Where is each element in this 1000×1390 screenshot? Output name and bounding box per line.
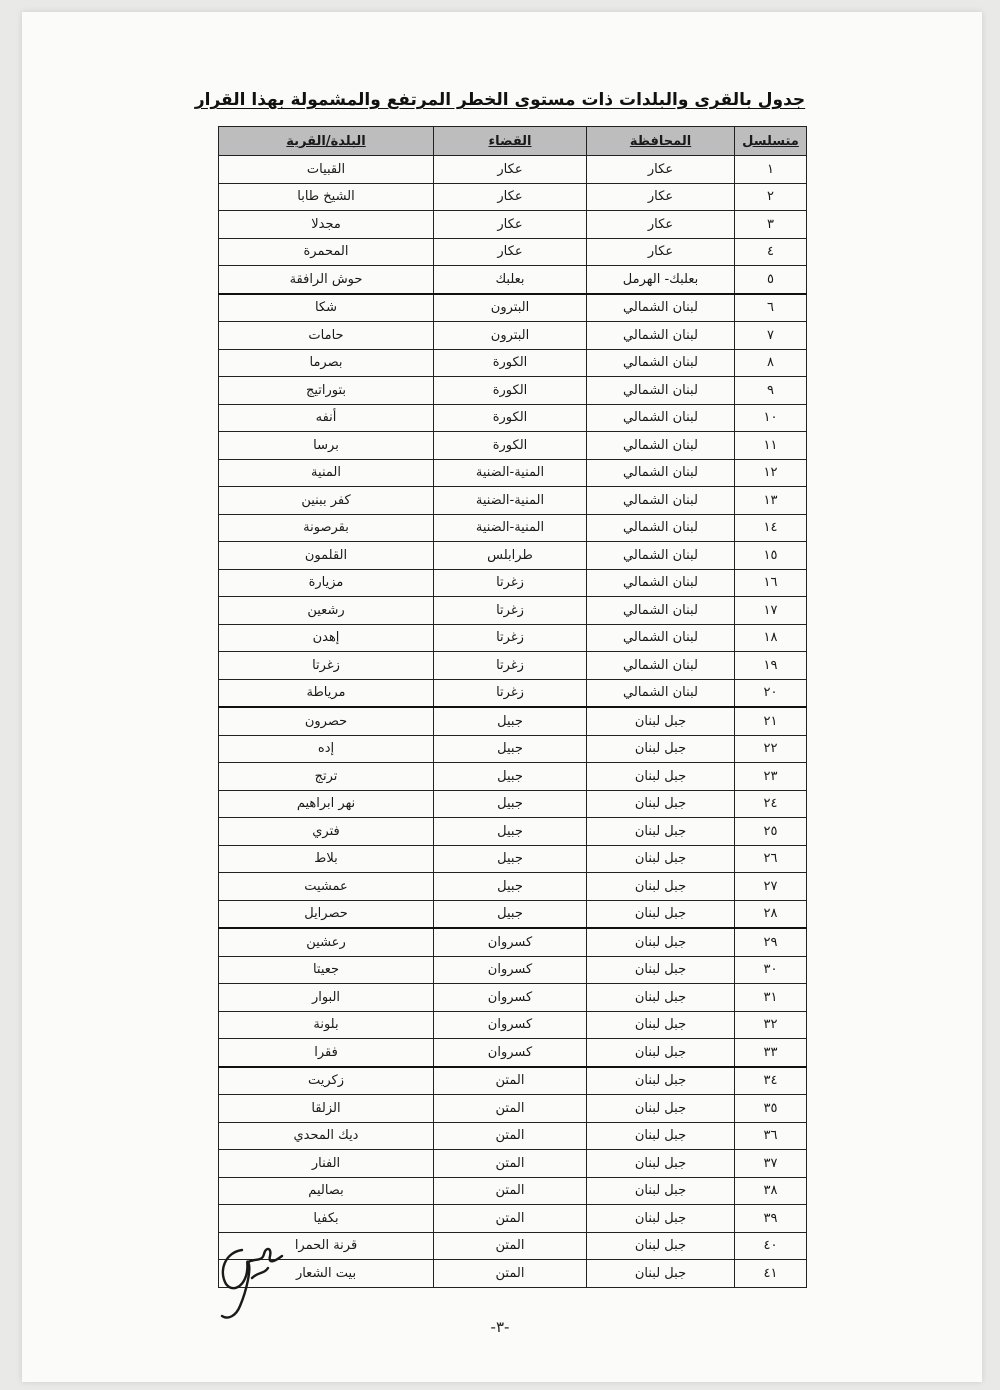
cell-town: فقرا: [219, 1039, 434, 1067]
cell-serial: ١٧: [735, 597, 807, 625]
cell-district: المتن: [434, 1232, 587, 1260]
cell-serial: ١٤: [735, 514, 807, 542]
cell-district: المتن: [434, 1260, 587, 1288]
cell-district: المتن: [434, 1122, 587, 1150]
table-row: [219, 1150, 807, 1178]
cell-district: كسروان: [434, 928, 587, 956]
cell-governorate: لبنان الشمالي: [587, 432, 735, 460]
cell-serial: ٤٠: [735, 1232, 807, 1260]
cell-district: كسروان: [434, 1039, 587, 1067]
cell-governorate: جبل لبنان: [587, 845, 735, 873]
cell-serial: ٢٦: [735, 845, 807, 873]
cell-town: رشعين: [219, 597, 434, 625]
cell-serial: ٢١: [735, 707, 807, 735]
table-row: [219, 404, 807, 432]
cell-serial: ١: [735, 156, 807, 184]
cell-town: القلمون: [219, 542, 434, 570]
cell-governorate: جبل لبنان: [587, 900, 735, 928]
cell-district: عكار: [434, 211, 587, 239]
table-row: [219, 542, 807, 570]
cell-town: إده: [219, 735, 434, 763]
table-row: [219, 1232, 807, 1260]
cell-governorate: جبل لبنان: [587, 1150, 735, 1178]
cell-town: زغرتا: [219, 652, 434, 680]
cell-town: إهدن: [219, 624, 434, 652]
page-number: -٣-: [490, 1318, 510, 1336]
table-row: [219, 1095, 807, 1123]
table-row: [219, 956, 807, 984]
cell-district: جبيل: [434, 707, 587, 735]
cell-district: جبيل: [434, 900, 587, 928]
cell-district: الكورة: [434, 349, 587, 377]
cell-district: عكار: [434, 183, 587, 211]
table-row: [219, 459, 807, 487]
table-row: [219, 984, 807, 1012]
cell-district: الكورة: [434, 432, 587, 460]
cell-governorate: جبل لبنان: [587, 1177, 735, 1205]
cell-district: كسروان: [434, 956, 587, 984]
cell-governorate: جبل لبنان: [587, 1095, 735, 1123]
cell-district: بعلبك: [434, 266, 587, 294]
cell-district: الكورة: [434, 404, 587, 432]
document-title: جدول بالقرى والبلدات ذات مستوى الخطر المرتفع والمشمولة بهذا القرار: [194, 90, 806, 110]
cell-serial: ١٣: [735, 487, 807, 515]
cell-serial: ٢: [735, 183, 807, 211]
cell-serial: ٢٥: [735, 818, 807, 846]
table-row: [219, 294, 807, 322]
cell-governorate: لبنان الشمالي: [587, 487, 735, 515]
table-row: [219, 1039, 807, 1067]
table-row: [219, 818, 807, 846]
cell-governorate: جبل لبنان: [587, 984, 735, 1012]
table-row: [219, 707, 807, 735]
cell-governorate: جبل لبنان: [587, 1205, 735, 1233]
table-row: [219, 652, 807, 680]
cell-town: حامات: [219, 322, 434, 350]
cell-governorate: جبل لبنان: [587, 1011, 735, 1039]
table-body: [219, 156, 807, 1288]
cell-district: زغرتا: [434, 652, 587, 680]
table-row: [219, 735, 807, 763]
cell-governorate: لبنان الشمالي: [587, 624, 735, 652]
cell-district: البترون: [434, 294, 587, 322]
cell-serial: ٣٣: [735, 1039, 807, 1067]
cell-town: شكا: [219, 294, 434, 322]
cell-governorate: جبل لبنان: [587, 873, 735, 901]
cell-town: بقرصونة: [219, 514, 434, 542]
cell-governorate: لبنان الشمالي: [587, 679, 735, 707]
table-row: [219, 1205, 807, 1233]
cell-district: المتن: [434, 1205, 587, 1233]
cell-district: زغرتا: [434, 624, 587, 652]
cell-town: بتوراتيج: [219, 377, 434, 405]
cell-governorate: جبل لبنان: [587, 956, 735, 984]
cell-town: مزيارة: [219, 569, 434, 597]
cell-governorate: جبل لبنان: [587, 1260, 735, 1288]
table-row: [219, 845, 807, 873]
cell-town: بصرما: [219, 349, 434, 377]
table-row: [219, 156, 807, 184]
table-row: [219, 624, 807, 652]
handwritten-signature: [212, 1232, 292, 1324]
cell-governorate: جبل لبنان: [587, 735, 735, 763]
table-row: [219, 487, 807, 515]
table-row: [219, 322, 807, 350]
cell-serial: ٣٦: [735, 1122, 807, 1150]
cell-town: ترتج: [219, 763, 434, 791]
cell-serial: ٨: [735, 349, 807, 377]
cell-serial: ١١: [735, 432, 807, 460]
cell-governorate: جبل لبنان: [587, 1039, 735, 1067]
cell-town: أنفه: [219, 404, 434, 432]
cell-district: المتن: [434, 1177, 587, 1205]
cell-town: الزلقا: [219, 1095, 434, 1123]
header-serial: متسلسل: [735, 127, 807, 156]
table-row: [219, 266, 807, 294]
cell-district: كسروان: [434, 984, 587, 1012]
table-row: [219, 1011, 807, 1039]
cell-serial: ٣١: [735, 984, 807, 1012]
cell-district: جبيل: [434, 873, 587, 901]
cell-serial: ٣٢: [735, 1011, 807, 1039]
cell-town: ديك المحدي: [219, 1122, 434, 1150]
cell-district: طرابلس: [434, 542, 587, 570]
cell-serial: ٢٣: [735, 763, 807, 791]
cell-town: البوار: [219, 984, 434, 1012]
cell-district: عكار: [434, 238, 587, 266]
cell-town: عمشيت: [219, 873, 434, 901]
cell-serial: ٢٠: [735, 679, 807, 707]
cell-district: كسروان: [434, 1011, 587, 1039]
cell-town: الفنار: [219, 1150, 434, 1178]
table-row: [219, 183, 807, 211]
cell-district: الكورة: [434, 377, 587, 405]
cell-serial: ١٠: [735, 404, 807, 432]
cell-governorate: جبل لبنان: [587, 1067, 735, 1095]
cell-serial: ٧: [735, 322, 807, 350]
cell-governorate: عكار: [587, 211, 735, 239]
cell-district: جبيل: [434, 790, 587, 818]
cell-governorate: جبل لبنان: [587, 790, 735, 818]
cell-town: المحمرة: [219, 238, 434, 266]
cell-governorate: لبنان الشمالي: [587, 597, 735, 625]
cell-serial: ٢٢: [735, 735, 807, 763]
table-row: [219, 790, 807, 818]
cell-serial: ٢٧: [735, 873, 807, 901]
cell-district: المتن: [434, 1150, 587, 1178]
cell-serial: ٥: [735, 266, 807, 294]
cell-district: جبيل: [434, 818, 587, 846]
table-row: [219, 763, 807, 791]
cell-serial: ٦: [735, 294, 807, 322]
cell-serial: ٢٩: [735, 928, 807, 956]
cell-governorate: بعلبك- الهرمل: [587, 266, 735, 294]
cell-governorate: جبل لبنان: [587, 818, 735, 846]
cell-governorate: لبنان الشمالي: [587, 652, 735, 680]
cell-district: عكار: [434, 156, 587, 184]
cell-town: بيت الشعار: [219, 1260, 434, 1288]
cell-town: بلونة: [219, 1011, 434, 1039]
cell-serial: ٢٤: [735, 790, 807, 818]
table-row: [219, 514, 807, 542]
cell-serial: ١٦: [735, 569, 807, 597]
cell-serial: ٣٤: [735, 1067, 807, 1095]
header-town: البلدة/القرية: [219, 127, 434, 156]
cell-town: زكريت: [219, 1067, 434, 1095]
cell-serial: ٢٨: [735, 900, 807, 928]
header-governorate: المحافظة: [587, 127, 735, 156]
cell-district: المنية-الضنية: [434, 514, 587, 542]
cell-serial: ٣٨: [735, 1177, 807, 1205]
cell-town: قرنة الحمرا: [219, 1232, 434, 1260]
table-row: [219, 873, 807, 901]
table-row: [219, 238, 807, 266]
table-row: [219, 211, 807, 239]
cell-town: الشيخ طابا: [219, 183, 434, 211]
cell-town: بلاط: [219, 845, 434, 873]
cell-serial: ٣٩: [735, 1205, 807, 1233]
cell-governorate: لبنان الشمالي: [587, 542, 735, 570]
cell-governorate: جبل لبنان: [587, 763, 735, 791]
table-row: [219, 377, 807, 405]
cell-town: القبيات: [219, 156, 434, 184]
cell-serial: ٣٠: [735, 956, 807, 984]
cell-town: مجدلا: [219, 211, 434, 239]
cell-governorate: لبنان الشمالي: [587, 404, 735, 432]
cell-town: مرياطة: [219, 679, 434, 707]
cell-serial: ١٨: [735, 624, 807, 652]
cell-district: زغرتا: [434, 569, 587, 597]
table-row: [219, 900, 807, 928]
cell-governorate: جبل لبنان: [587, 1122, 735, 1150]
cell-town: فتري: [219, 818, 434, 846]
table-row: [219, 1067, 807, 1095]
cell-serial: ١٢: [735, 459, 807, 487]
cell-town: بصاليم: [219, 1177, 434, 1205]
cell-district: المتن: [434, 1095, 587, 1123]
cell-town: بكفيا: [219, 1205, 434, 1233]
cell-town: المنية: [219, 459, 434, 487]
cell-town: حصرايل: [219, 900, 434, 928]
cell-governorate: عكار: [587, 238, 735, 266]
cell-town: نهر ابراهيم: [219, 790, 434, 818]
cell-district: زغرتا: [434, 597, 587, 625]
table-row: [219, 928, 807, 956]
cell-governorate: لبنان الشمالي: [587, 377, 735, 405]
cell-district: المتن: [434, 1067, 587, 1095]
table-row: [219, 1177, 807, 1205]
table-header-row: [219, 127, 807, 156]
cell-town: برسا: [219, 432, 434, 460]
cell-governorate: لبنان الشمالي: [587, 349, 735, 377]
table-row: [219, 349, 807, 377]
cell-governorate: لبنان الشمالي: [587, 294, 735, 322]
cell-serial: ٩: [735, 377, 807, 405]
cell-town: رعشين: [219, 928, 434, 956]
table-row: [219, 569, 807, 597]
cell-serial: ٣: [735, 211, 807, 239]
cell-serial: ١٩: [735, 652, 807, 680]
cell-governorate: جبل لبنان: [587, 1232, 735, 1260]
cell-serial: ٣٥: [735, 1095, 807, 1123]
table-row: [219, 432, 807, 460]
cell-town: جعيتا: [219, 956, 434, 984]
cell-district: جبيل: [434, 763, 587, 791]
cell-district: المنية-الضنية: [434, 487, 587, 515]
cell-serial: ٣٧: [735, 1150, 807, 1178]
table-row: [219, 1260, 807, 1288]
cell-district: جبيل: [434, 735, 587, 763]
cell-governorate: لبنان الشمالي: [587, 322, 735, 350]
cell-governorate: لبنان الشمالي: [587, 459, 735, 487]
cell-district: البترون: [434, 322, 587, 350]
cell-district: زغرتا: [434, 679, 587, 707]
cell-governorate: لبنان الشمالي: [587, 514, 735, 542]
villages-table: [218, 126, 807, 1288]
table-row: [219, 1122, 807, 1150]
cell-governorate: عكار: [587, 183, 735, 211]
cell-town: حصرون: [219, 707, 434, 735]
cell-district: جبيل: [434, 845, 587, 873]
cell-town: كفر ببنين: [219, 487, 434, 515]
cell-serial: ٤: [735, 238, 807, 266]
table-row: [219, 597, 807, 625]
cell-town: حوش الرافقة: [219, 266, 434, 294]
header-district: القضاء: [434, 127, 587, 156]
cell-serial: ٤١: [735, 1260, 807, 1288]
cell-governorate: عكار: [587, 156, 735, 184]
cell-district: المنية-الضنية: [434, 459, 587, 487]
cell-serial: ١٥: [735, 542, 807, 570]
cell-governorate: لبنان الشمالي: [587, 569, 735, 597]
cell-governorate: جبل لبنان: [587, 707, 735, 735]
cell-governorate: جبل لبنان: [587, 928, 735, 956]
table-row: [219, 679, 807, 707]
